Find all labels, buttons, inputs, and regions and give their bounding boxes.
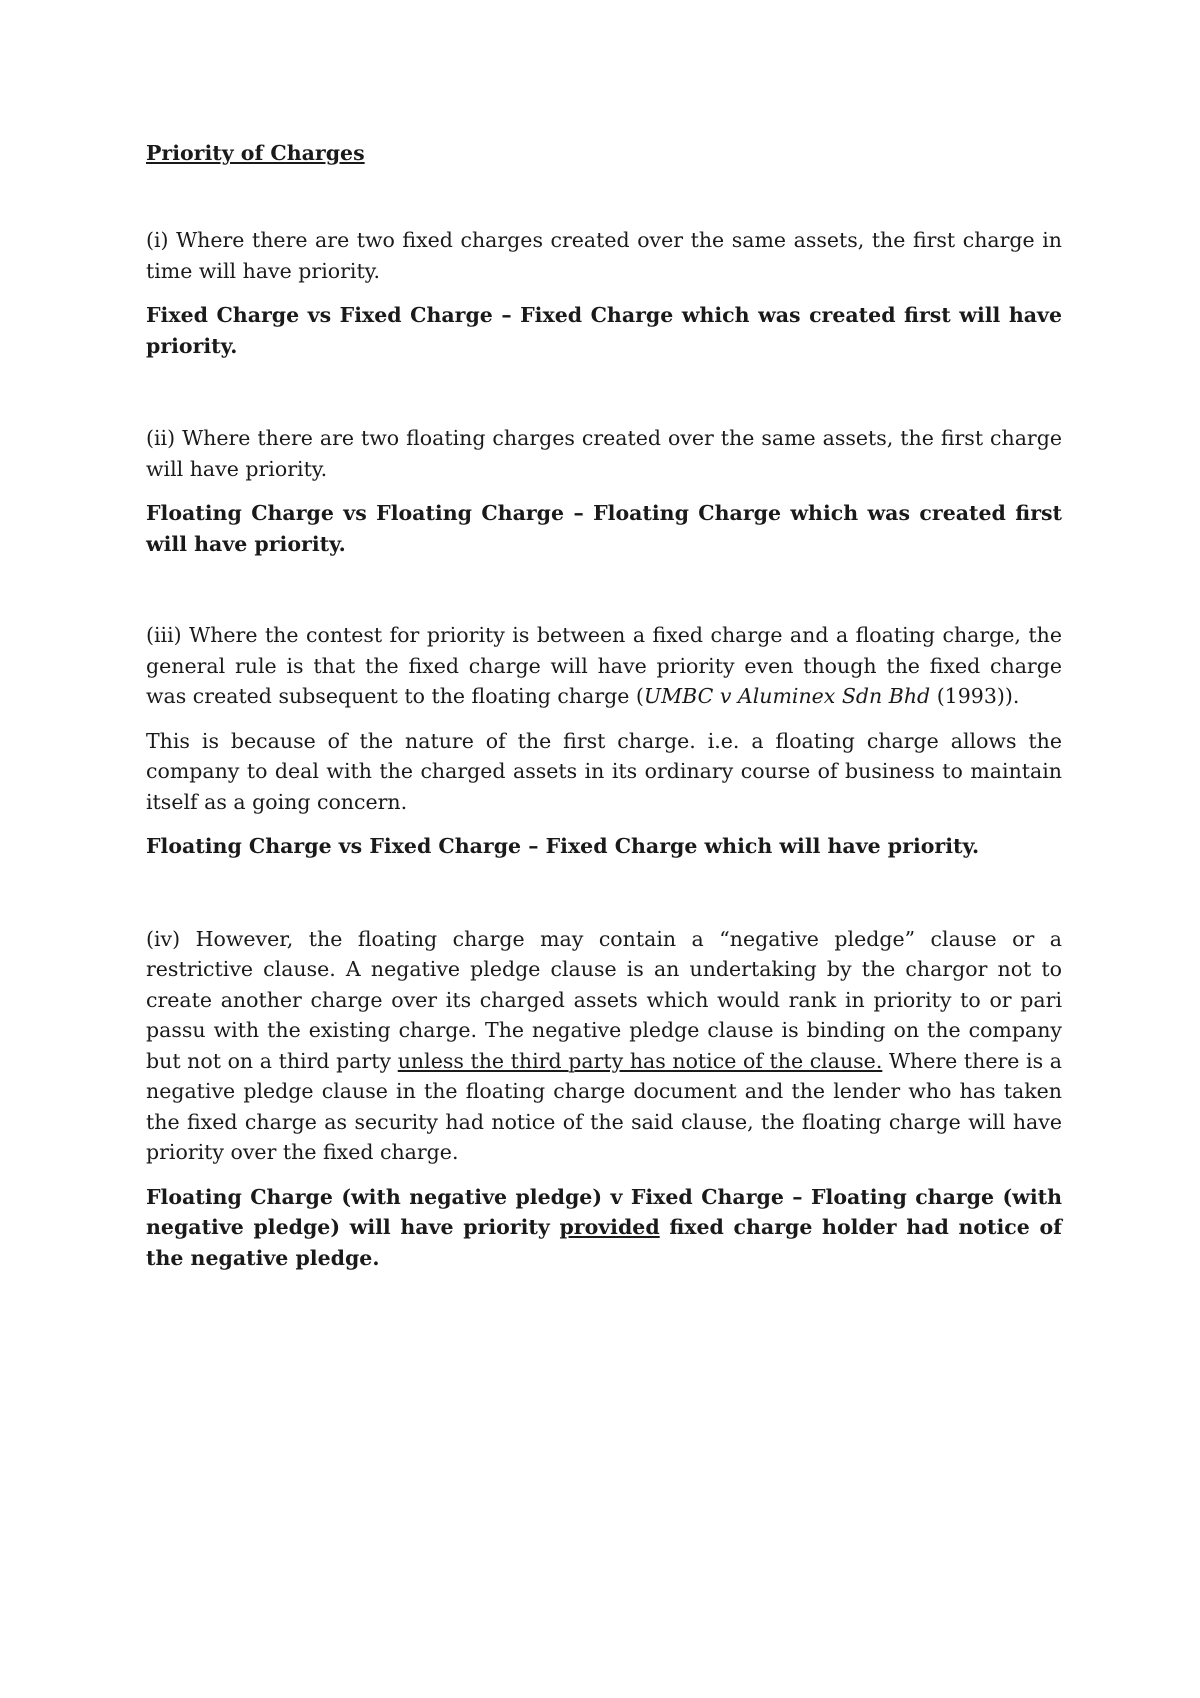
section-i-rule: Fixed Charge vs Fixed Charge – Fixed Charge which was created first will have priority.	[146, 303, 1062, 358]
section-iv-statement	[146, 924, 1062, 1168]
section-iv-rule	[146, 1182, 1062, 1274]
section-iv-statement-text: (iv) However, the floating charge may contain a “negative pledge” clause or a restrictive clause. A negative pledge clause is an undertaking by the chargor not to create another charge over its charged assets which would rank in priority to or pari passu with the existing charge. The negative pledge clause is binding on the company but not on a third party	[146, 926, 1062, 1073]
section-iv-rule-text: Floating Charge (with negative pledge) v Fixed Charge – Floating charge (with negative pledge) will have priority	[146, 1184, 1062, 1239]
section-i-statement: (i) Where there are two fixed charges created over the same assets, the first charge in time will have priority.	[146, 228, 1062, 283]
document-title: Priority of Charges	[146, 141, 365, 165]
section-iv-statement-rest: Where there is a negative pledge clause in the floating charge document and the lender who has taken the fixed charge as security had notice of the said clause, the floating charge will have priority over the fixed charge.	[146, 1048, 1062, 1164]
section-iii-explanation: This is because of the nature of the first charge. i.e. a floating charge allows the company to deal with the charged assets in its ordinary course of business to maintain itself as a going concern.	[146, 728, 1062, 814]
underlined-condition: unless the third party has notice of the clause.	[397, 1048, 883, 1073]
section-ii-statement: (ii) Where there are two floating charges created over the same assets, the first charge will have priority.	[146, 426, 1062, 481]
section-iii-statement	[146, 620, 1062, 712]
underlined-provided: provided	[559, 1215, 660, 1239]
section-iv-rule-rest: fixed charge holder had notice of the negative pledge.	[146, 1215, 1062, 1270]
document-page	[146, 138, 1062, 1273]
section-iii-statement-text: (iii) Where the contest for priority is between a fixed charge and a floating charge, the general rule is that the fixed charge will have priority even though the fixed charge was created subsequent to the floating charge (	[146, 623, 1062, 708]
case-citation: UMBC v Aluminex Sdn Bhd	[643, 684, 931, 708]
section-iii-rule: Floating Charge vs Fixed Charge – Fixed Charge which will have priority.	[146, 834, 980, 858]
section-iii-statement-year: (1993)).	[930, 684, 1020, 708]
section-ii-rule: Floating Charge vs Floating Charge – Floating Charge which was created first will have priority.	[146, 501, 1062, 556]
